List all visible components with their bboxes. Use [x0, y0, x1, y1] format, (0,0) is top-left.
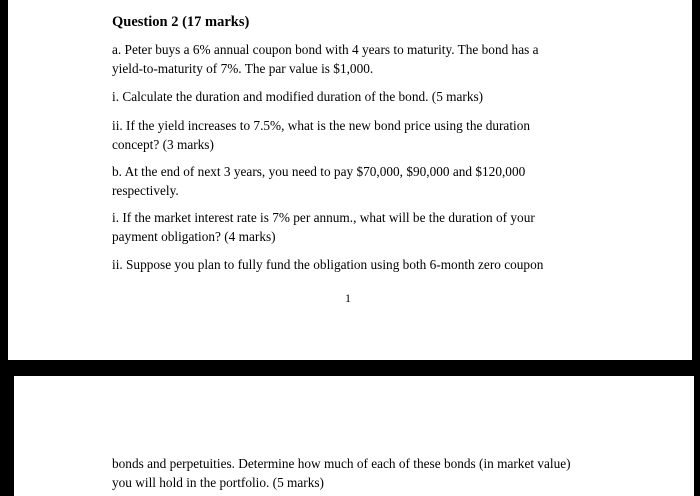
question-part-a-i: i. Calculate the duration and modified duration of the bond. (5 marks)	[112, 89, 484, 104]
question-part-b-ii: ii. Suppose you plan to fully fund the obligation using both 6-month zero coupon	[112, 257, 544, 272]
question-part-a: a. Peter buys a 6% annual coupon bond with 4 years to maturity. The bond has a yield-to-maturity of 7%. The par value is $1,000.	[112, 42, 539, 76]
question-part-b-ii-continued: bonds and perpetuities. Determine how much of each of these bonds (in market value) you will hold in the portfolio. (5 marks)	[112, 456, 571, 490]
question-title: Question 2 (17 marks)	[112, 14, 250, 30]
page-number: 1	[345, 291, 351, 305]
document-page-2	[14, 376, 694, 496]
question-part-b-i: i. If the market interest rate is 7% per annum., what will be the duration of your payment obligation? (4 marks)	[112, 210, 535, 244]
document-page-1	[8, 0, 692, 360]
question-part-b: b. At the end of next 3 years, you need to pay $70,000, $90,000 and $120,000 respectively.	[112, 164, 526, 198]
question-part-a-ii: ii. If the yield increases to 7.5%, what is the new bond price using the duration concept? (3 marks)	[112, 118, 531, 152]
